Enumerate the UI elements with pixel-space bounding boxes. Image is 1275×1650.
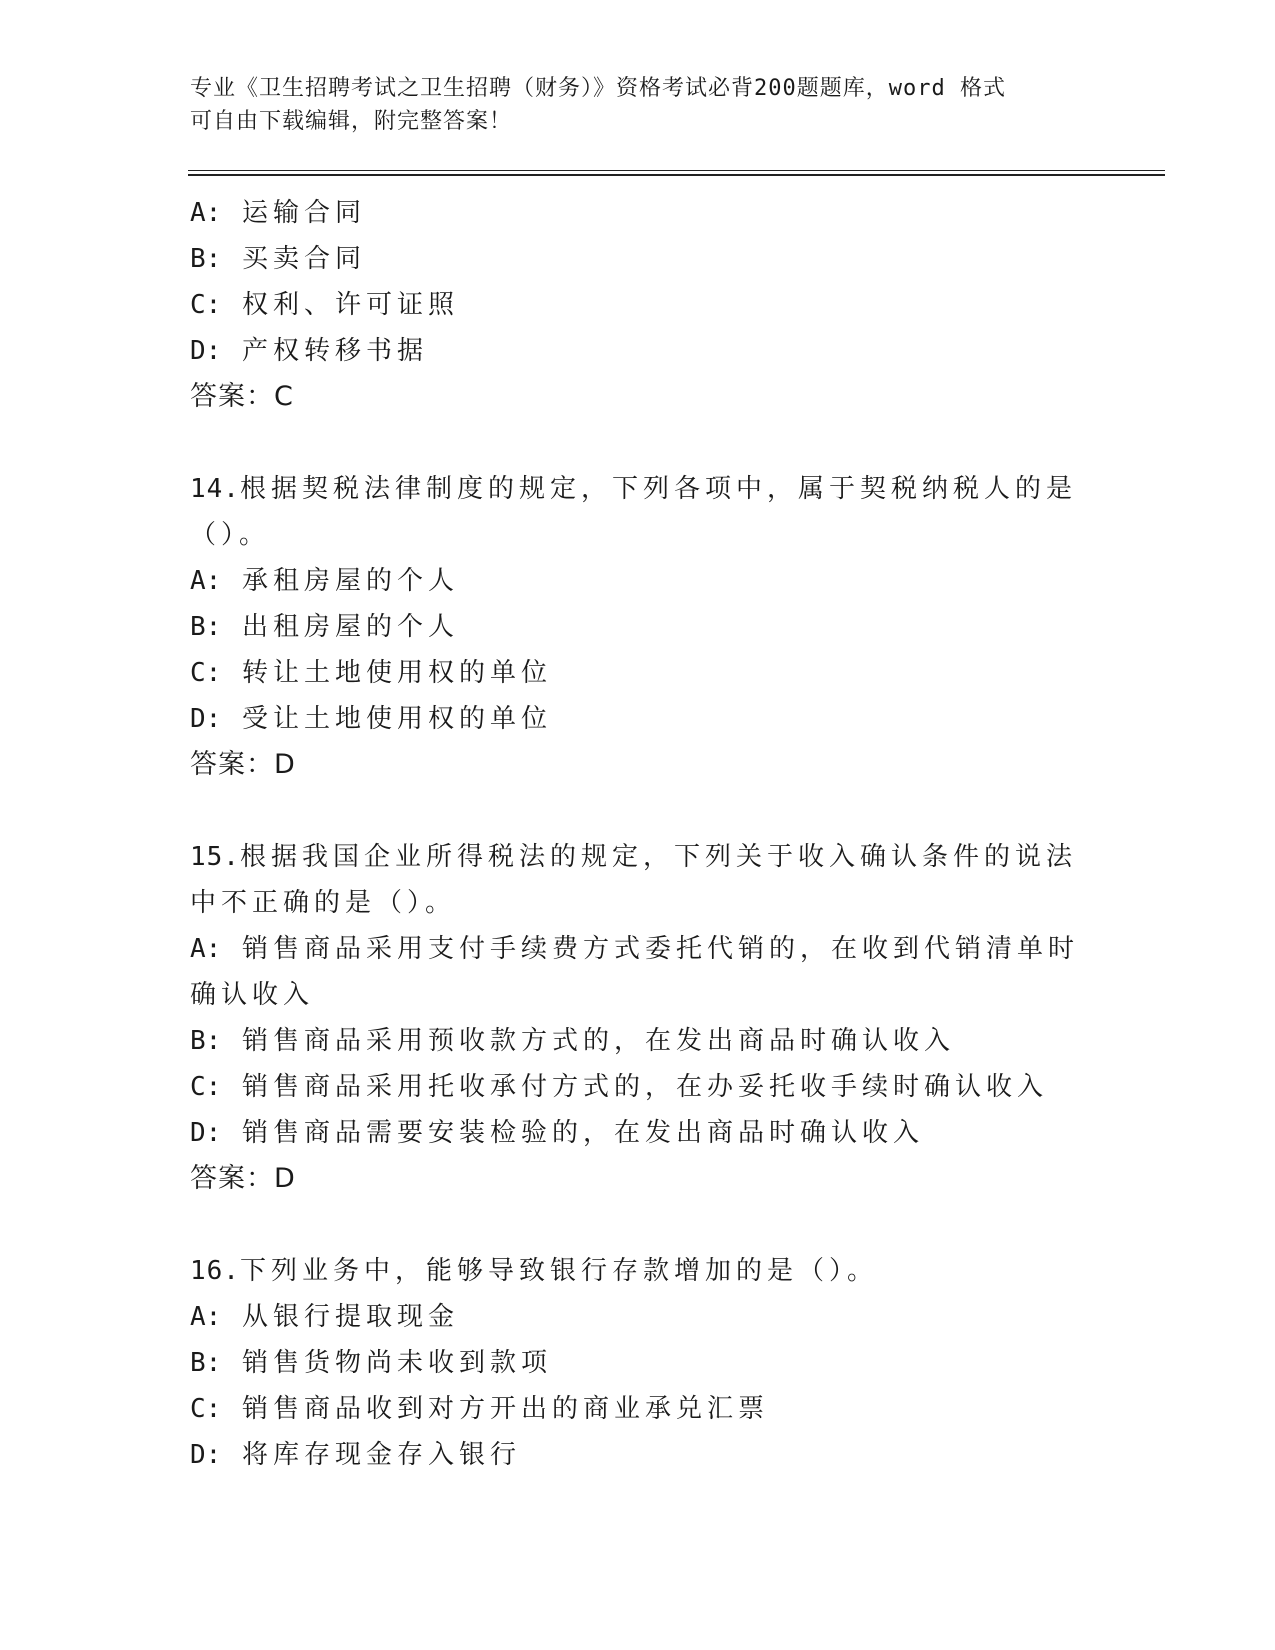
- option-c: C: 销售商品收到对方开出的商业承兑汇票: [190, 1394, 769, 1424]
- question-block: [190, 1248, 1090, 1478]
- option-d: D: 销售商品需要安装检验的，在发出商品时确认收入: [190, 1118, 924, 1148]
- question-text: 16.下列业务中，能够导致银行存款增加的是（）。: [190, 1256, 878, 1286]
- question-list: [190, 190, 1090, 1478]
- option-a: A: 运输合同: [190, 198, 366, 228]
- option-c: C: 销售商品采用托收承付方式的，在办妥托收手续时确认收入: [190, 1072, 1048, 1102]
- option-a: A: 销售商品采用支付手续费方式委托代销的，在收到代销清单时确认收入: [190, 934, 1079, 1010]
- option-b: B: 买卖合同: [190, 244, 366, 274]
- option-c: C: 转让土地使用权的单位: [190, 658, 552, 688]
- question-text: 15.根据我国企业所得税法的规定，下列关于收入确认条件的说法中不正确的是（）。: [190, 842, 1077, 918]
- option-a: A: 承租房屋的个人: [190, 566, 459, 596]
- question-number: 16.: [190, 1256, 240, 1286]
- option-b: B: 销售商品采用预收款方式的，在发出商品时确认收入: [190, 1026, 955, 1056]
- question-text: 14.根据契税法律制度的规定，下列各项中，属于契税纳税人的是（）。: [190, 474, 1077, 550]
- header-rule-thin: [188, 170, 1165, 171]
- header-line-2: 可自由下载编辑，附完整答案！: [190, 109, 513, 134]
- answer: 答案：D: [190, 1163, 296, 1194]
- question-block: [190, 834, 1090, 1202]
- question-number: 15.: [190, 842, 240, 872]
- option-c: C: 权利、许可证照: [190, 290, 459, 320]
- option-b: B: 销售货物尚未收到款项: [190, 1348, 552, 1378]
- option-d: D: 受让土地使用权的单位: [190, 704, 552, 734]
- question-number: 14.: [190, 474, 240, 504]
- option-d: D: 产权转移书据: [190, 336, 428, 366]
- document-header: [190, 72, 1090, 138]
- header-rule-thick: [188, 174, 1165, 176]
- header-line-1: 专业《卫生招聘考试之卫生招聘（财务）》资格考试必背200题题库，word 格式: [190, 76, 1006, 101]
- answer: 答案：C: [190, 381, 294, 412]
- option-d: D: 将库存现金存入银行: [190, 1440, 521, 1470]
- option-a: A: 从银行提取现金: [190, 1302, 459, 1332]
- question-block: [190, 190, 1090, 420]
- option-b: B: 出租房屋的个人: [190, 612, 459, 642]
- answer: 答案：D: [190, 749, 296, 780]
- question-block: [190, 466, 1090, 788]
